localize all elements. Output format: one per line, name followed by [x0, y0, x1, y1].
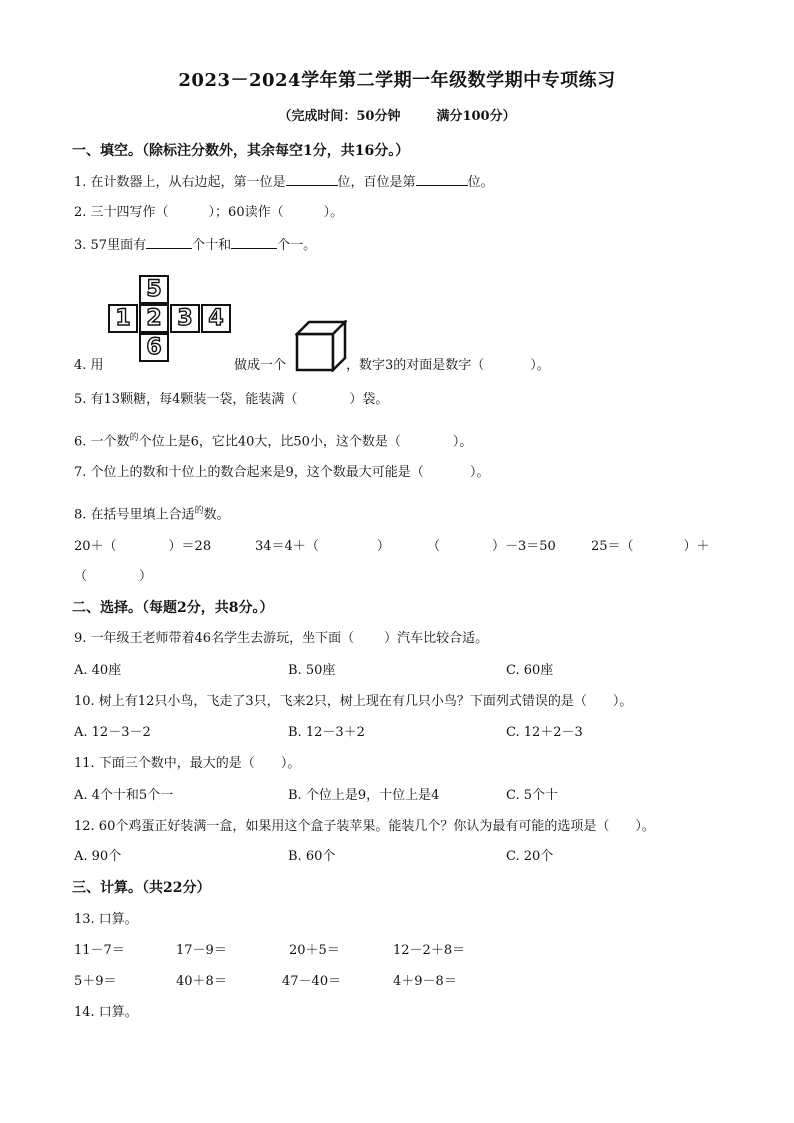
- question-12-stem: 12. 60个鸡蛋正好装满一盒，如果用这个盒子装苹果。能装几个？你认为最有可能的选项是（ ）。: [74, 819, 655, 834]
- q2-text-b: ）；60读作（: [208, 205, 284, 220]
- cube-icon: [295, 320, 347, 372]
- q8-superscript: 的: [194, 506, 204, 516]
- net-cell-2: 2: [139, 304, 169, 333]
- q10-option-c[interactable]: C. 12＋2－3: [506, 725, 583, 740]
- q11-option-c[interactable]: C. 5个十: [506, 788, 559, 803]
- question-6: [74, 429, 472, 451]
- question-13: 13. 口算。: [74, 912, 138, 927]
- q1-text-c: 位。: [467, 175, 494, 190]
- section-3-heading: 三、计算。（共22分）: [72, 880, 211, 896]
- q8-equation-3: （ ）－3＝50: [427, 539, 556, 554]
- q8-equation-2: 34＝4＋（ ）: [255, 539, 390, 554]
- time-limit: （完成时间：50分钟: [278, 109, 401, 124]
- question-5: [74, 391, 388, 409]
- section-1-heading: 一、填空。（除标注分数外，其余每空1分，共16分。）: [72, 143, 410, 159]
- q2-text-c: ）。: [323, 205, 344, 220]
- q1-blank-1[interactable]: [286, 172, 338, 186]
- question-14: 14. 口算。: [74, 1005, 138, 1020]
- q4-text-c: ，数字3的对面是数字（: [346, 358, 485, 373]
- q7-text-a: 7. 个位上的数和十位上的数合起来是9，这个数最大可能是（: [74, 465, 424, 480]
- calc-r2-c2[interactable]: 40＋8＝: [176, 974, 227, 989]
- q8-equation-4: 25＝（ ）＋: [591, 539, 710, 554]
- question-3: [74, 235, 316, 255]
- calc-r1-c2[interactable]: 17－9＝: [176, 943, 227, 958]
- net-cell-top: 5: [139, 275, 169, 304]
- q8-equation-1: 20＋（ ）＝28: [74, 539, 212, 554]
- q3-blank-1[interactable]: [146, 235, 192, 249]
- q3-text-a: 3. 57里面有: [74, 238, 147, 253]
- net-cell-bottom: 6: [139, 333, 169, 362]
- q10-option-b[interactable]: B. 12－3＋2: [288, 725, 365, 740]
- question-4-c: [346, 357, 550, 375]
- question-2: [74, 204, 343, 222]
- question-7: [74, 464, 489, 482]
- q1-text-a: 1. 在计数器上，从右边起，第一位是: [74, 175, 286, 190]
- q11-option-a[interactable]: A. 4个十和5个一: [74, 788, 174, 803]
- q6-superscript: 的: [129, 433, 139, 443]
- q8-equation-4-cont: （ ）: [74, 569, 153, 584]
- q2-text-a: 2. 三十四写作（: [74, 205, 169, 220]
- page-subtitle: [0, 108, 794, 126]
- q6-text-b: 个位上是6，它比40大，比50小，这个数是（: [138, 434, 401, 450]
- q8-text-a: 8. 在括号里填上合适: [74, 507, 195, 523]
- q5-text-b: ）袋。: [349, 392, 389, 407]
- q4-text-d: ）。: [530, 358, 550, 373]
- net-cell-3: 3: [170, 304, 200, 333]
- full-score: 满分100分）: [436, 109, 516, 124]
- question-8: [74, 502, 230, 524]
- q11-option-b[interactable]: B. 个位上是9，十位上是4: [288, 788, 440, 803]
- q8-text-b: 数。: [203, 507, 230, 523]
- calc-r2-c4[interactable]: 4＋9－8＝: [393, 974, 457, 989]
- net-cell-1: 1: [108, 304, 138, 333]
- q7-text-b: ）。: [469, 465, 490, 480]
- q12-option-a[interactable]: A. 90个: [74, 849, 122, 864]
- q3-text-c: 个一。: [277, 238, 317, 253]
- calc-r2-c3[interactable]: 47－40＝: [282, 974, 342, 989]
- q5-text-a: 5. 有13颗糖，每4颗装一袋，能装满（: [74, 392, 298, 407]
- q10-option-a[interactable]: A. 12－3－2: [74, 725, 151, 740]
- q6-text-a: 6. 一个数: [74, 434, 130, 450]
- q9-option-b[interactable]: B. 50座: [288, 663, 336, 678]
- question-9-stem: 9. 一年级王老师带着46名学生去游玩，坐下面（ ）汽车比较合适。: [74, 631, 489, 646]
- q1-text-b: 位，百位是第: [337, 175, 416, 190]
- q9-option-a[interactable]: A. 40座: [74, 663, 122, 678]
- section-2-heading: 二、选择。（每题2分，共8分。）: [72, 600, 274, 616]
- question-4-a: 4. 用: [74, 358, 104, 373]
- calc-r2-c1[interactable]: 5＋9＝: [74, 974, 117, 989]
- question-1: [74, 172, 494, 192]
- calc-r1-c3[interactable]: 20＋5＝: [289, 943, 340, 958]
- question-11-stem: 11. 下面三个数中，最大的是（ ）。: [74, 756, 301, 771]
- q3-blank-2[interactable]: [231, 235, 277, 249]
- q9-option-c[interactable]: C. 60座: [506, 663, 554, 678]
- question-10-stem: 10. 树上有12只小鸟，飞走了3只，飞来2只，树上现在有几只小鸟？下面列式错误的是（ ）。: [74, 694, 633, 709]
- page-title: 2023－2024学年第二学期一年级数学期中专项练习: [178, 70, 616, 91]
- calc-r1-c1[interactable]: 11－7＝: [74, 943, 125, 958]
- q6-text-c: ）。: [452, 434, 473, 450]
- question-4-b: 做成一个: [234, 358, 287, 373]
- q1-blank-2[interactable]: [416, 172, 468, 186]
- q12-option-c[interactable]: C. 20个: [506, 849, 554, 864]
- calc-r1-c4[interactable]: 12－2＋8＝: [393, 943, 466, 958]
- q3-text-b: 个十和: [192, 238, 232, 253]
- q12-option-b[interactable]: B. 60个: [288, 849, 336, 864]
- net-cell-4: 4: [201, 304, 231, 333]
